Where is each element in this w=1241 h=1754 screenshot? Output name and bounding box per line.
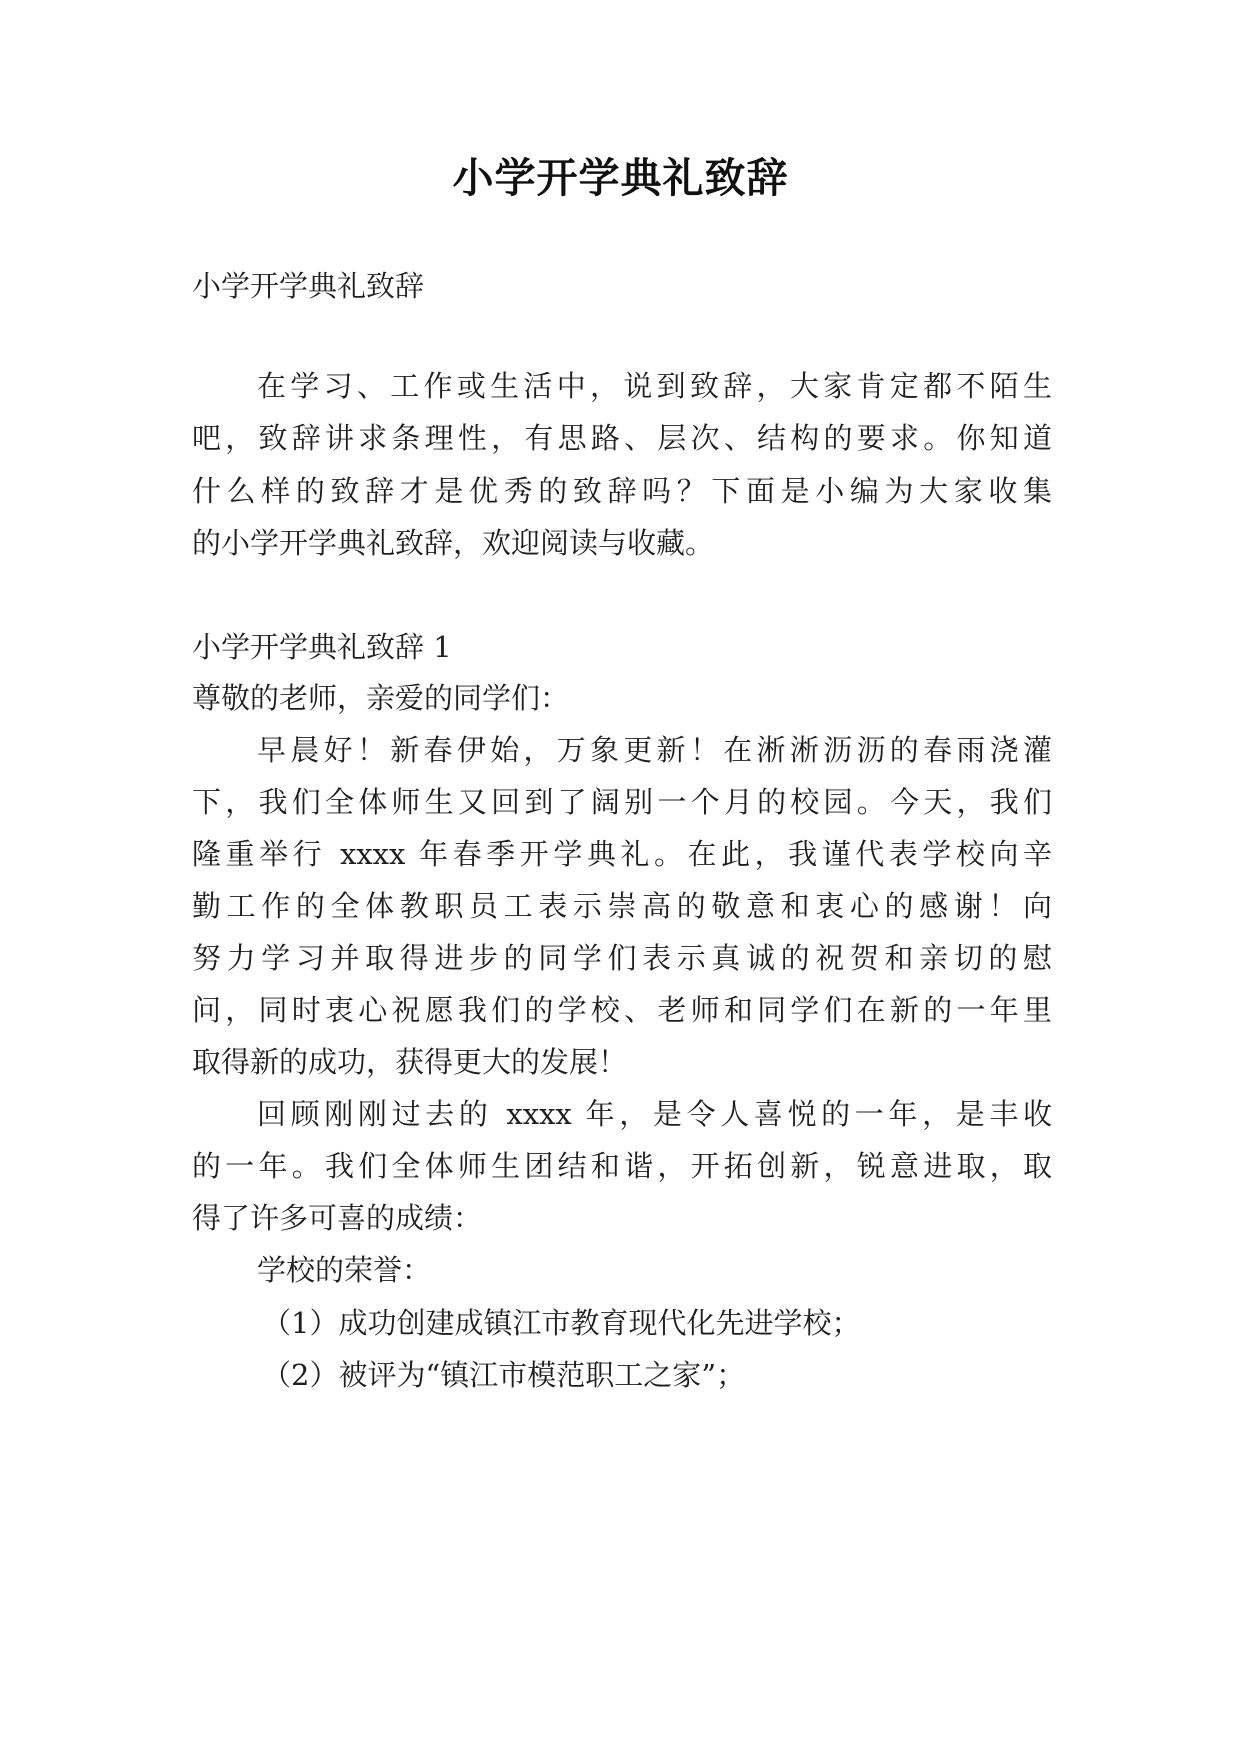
intro-line: 在学习、工作或生活中，说到致辞，大家肯定都不陌生 — [257, 369, 1052, 403]
paragraph-line: 问，同时衷心祝愿我们的学校、老师和同学们在新的一年里 — [192, 993, 1052, 1027]
honor-item: （2）被评为“镇江市模范职工之家”； — [262, 1358, 746, 1392]
honor-item: （1）成功创建成镇江市教育现代化先进学校； — [262, 1306, 861, 1340]
document-subtitle: 小学开学典礼致辞 — [192, 269, 425, 303]
paragraph-line: 隆重举行 xxxx 年春季开学典礼。在此，我谨代表学校向辛 — [192, 837, 1052, 871]
paragraph-line: 得了许多可喜的成绩： — [192, 1201, 483, 1235]
paragraph-line: 勤工作的全体教职员工表示崇高的敬意和衷心的感谢！向 — [192, 889, 1052, 923]
intro-line: 吧，致辞讲求条理性，有思路、层次、结构的要求。你知道 — [192, 421, 1052, 455]
intro-line: 的小学开学典礼致辞，欢迎阅读与收藏。 — [192, 526, 715, 560]
paragraph-line: 取得新的成功，获得更大的发展！ — [192, 1045, 628, 1079]
greeting: 尊敬的老师，亲爱的同学们： — [192, 681, 570, 715]
paragraph-line: 努力学习并取得进步的同学们表示真诚的祝贺和亲切的慰 — [192, 941, 1052, 975]
paragraph-line: 下，我们全体师生又回到了阔别一个月的校园。今天，我们 — [192, 785, 1052, 819]
paragraph-line: 回顾刚刚过去的 xxxx 年，是令人喜悦的一年，是丰收 — [257, 1097, 1052, 1131]
paragraph-line: 早晨好！新春伊始，万象更新！在淅淅沥沥的春雨浇灌 — [257, 733, 1052, 767]
honors-heading: 学校的荣誉： — [257, 1253, 432, 1287]
paragraph-line: 的一年。我们全体师生团结和谐，开拓创新，锐意进取，取 — [192, 1149, 1052, 1183]
intro-line: 什么样的致辞才是优秀的致辞吗？下面是小编为大家收集 — [192, 474, 1052, 508]
document-title: 小学开学典礼致辞 — [452, 154, 789, 202]
section-heading: 小学开学典礼致辞 1 — [192, 630, 452, 664]
